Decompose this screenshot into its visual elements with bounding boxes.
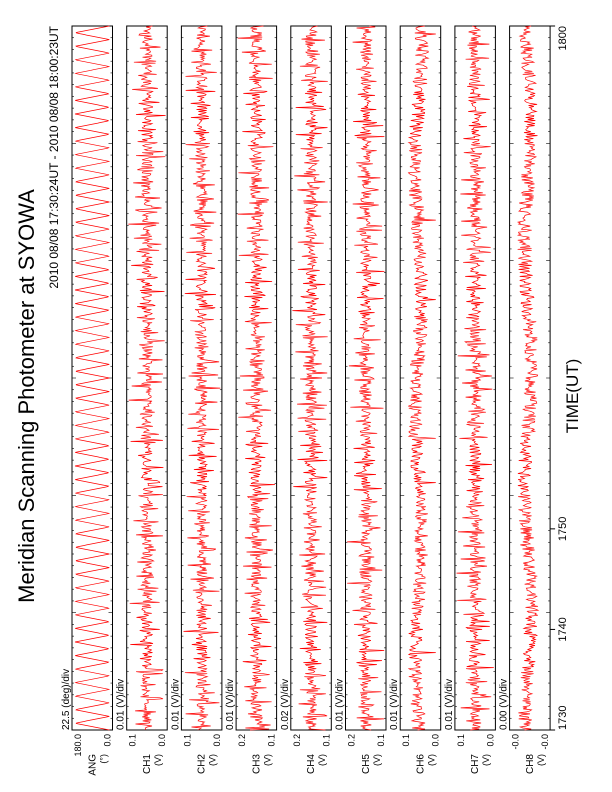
panel-scale-label: 0.01 (V)/div (225, 678, 237, 730)
y-tick-label: 0.1 (376, 734, 386, 747)
y-tick-label: 0.2 (237, 734, 248, 747)
panel-scale-label: 22.5 (deg)/div (61, 668, 72, 730)
x-tick-label: 1800 (557, 26, 570, 51)
x-tick-label: 1730 (557, 705, 570, 730)
y-tick-label: -0.0 (510, 734, 521, 750)
panel-unit: (°) (98, 754, 109, 764)
panel-scale-label: 0.01 (V)/div (115, 678, 127, 730)
x-tick-label: 1750 (557, 516, 570, 542)
y-tick-label: 0.2 (291, 734, 302, 747)
y-tick-label: 0.0 (211, 734, 222, 747)
y-tick-label: 0.2 (346, 734, 357, 747)
y-tick-label: -0.0 (540, 734, 551, 750)
panel-scale-label: 0.01 (V)/div (443, 678, 455, 730)
y-tick-label: 180.0 (73, 734, 83, 757)
y-tick-label: 0.1 (401, 734, 412, 747)
y-tick-label: 0.1 (266, 734, 277, 747)
panel-name: CH7 (470, 754, 482, 775)
y-tick-label: 0.1 (127, 734, 138, 747)
panel-name: CH5 (360, 754, 372, 775)
panel-unit: (V) (262, 754, 273, 766)
y-tick-label: 0.1 (321, 734, 332, 747)
panel-scale-label: 0.02 (V)/div (279, 678, 291, 730)
y-tick-label: 0.0 (102, 734, 113, 747)
panel-unit: (V) (481, 754, 492, 766)
y-tick-label: 0.0 (157, 734, 168, 747)
x-axis-label: TIME(UT) (563, 358, 582, 434)
panel-name: CH1 (141, 754, 153, 775)
panel-scale-label: 0.01 (V)/div (389, 678, 401, 730)
panel-unit: (V) (371, 754, 382, 766)
panel-name: CH4 (306, 754, 318, 775)
y-tick-label: 0.1 (455, 734, 466, 747)
panel-unit: (V) (535, 754, 546, 766)
chart-title: Meridian Scanning Photometer at SYOWA (14, 189, 39, 603)
panel-scale-label: 0.00 (V)/div (498, 678, 510, 730)
panel-name: CH3 (251, 754, 263, 775)
panel-unit: (V) (317, 754, 328, 766)
panel-scale-label: 0.01 (V)/div (170, 678, 182, 730)
panel-name: ANG (87, 754, 99, 776)
x-tick-label: 1740 (557, 617, 570, 642)
panel-scale-label: 0.01 (V)/div (334, 678, 346, 730)
panel-unit: (V) (426, 754, 437, 766)
panel-name: CH2 (196, 754, 208, 775)
panel-name: CH6 (415, 754, 427, 775)
chart-period: 2010 08/08 17:30:24UT - 2010 08/08 18:00:23UT (47, 26, 61, 289)
panel-name: CH8 (524, 754, 536, 775)
y-tick-label: 0.0 (430, 734, 441, 747)
panel-unit: (V) (152, 754, 163, 766)
y-tick-label: 0.0 (485, 734, 496, 747)
y-tick-label: 0.1 (182, 734, 193, 747)
panel-unit: (V) (207, 754, 218, 766)
